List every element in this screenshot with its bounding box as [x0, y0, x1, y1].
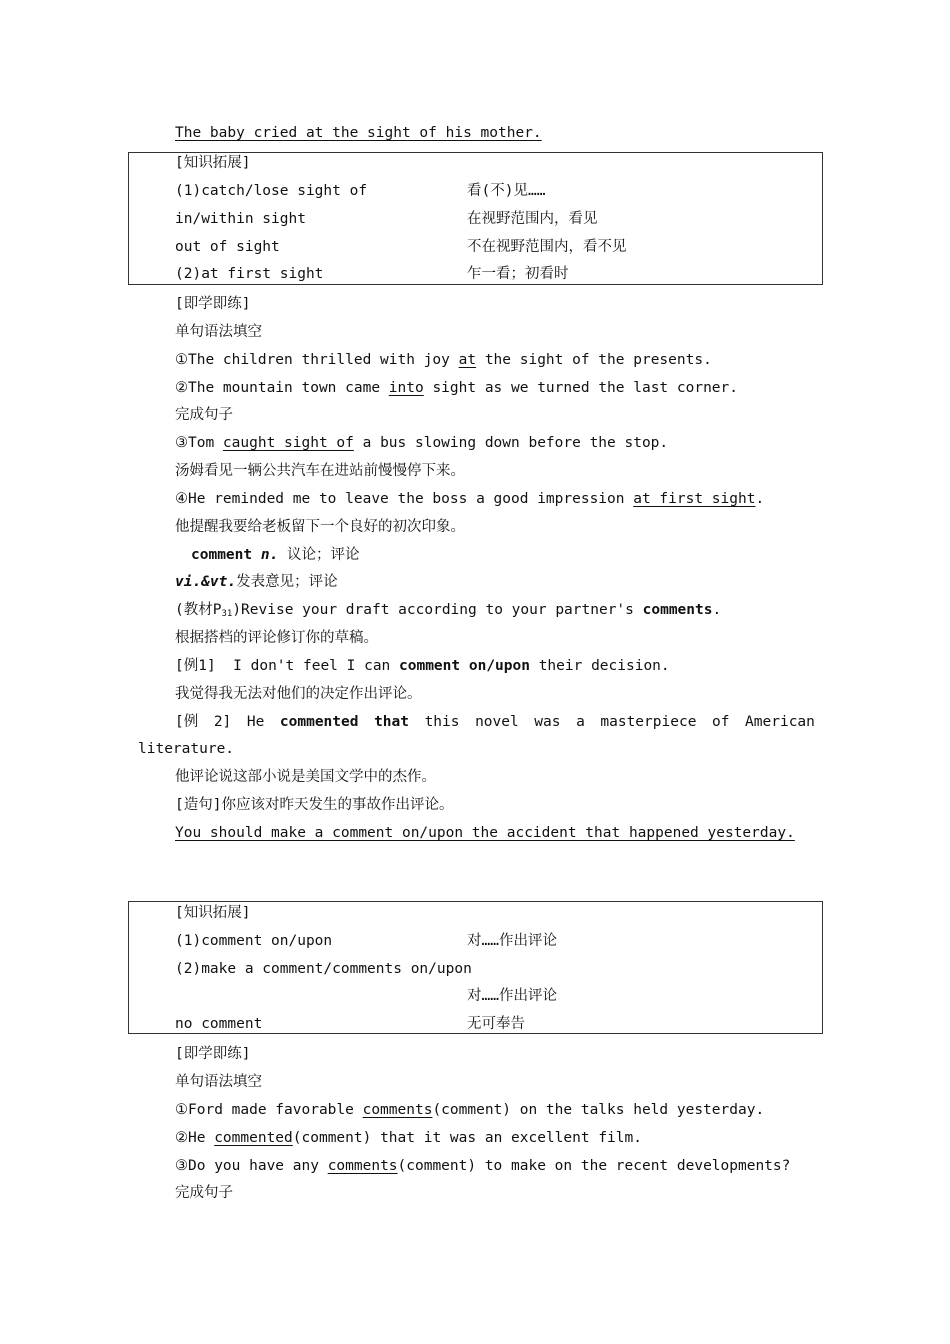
- part-of-speech: n.: [260, 547, 279, 563]
- part-of-speech: vi.&vt.: [175, 574, 237, 590]
- translation: 我觉得我无法对他们的决定作出评论。: [175, 686, 422, 702]
- exercise-answer: commented: [214, 1130, 293, 1146]
- phrase-en: (1)catch/lose sight of: [175, 183, 368, 199]
- exercise-text: ②The mountain town came: [175, 380, 389, 396]
- translation: 他提醒我要给老板留下一个良好的初次印象。: [175, 519, 465, 535]
- make-sentence-prompt: [造句]你应该对昨天发生的事故作出评论。: [175, 797, 454, 813]
- exercise-text: sight as we turned the last corner.: [423, 380, 738, 396]
- phrase-zh: 看(不)见……: [467, 183, 546, 199]
- phrase-en: (1)comment on/upon: [175, 933, 333, 949]
- phrase-zh: 对……作出评论: [467, 988, 557, 1004]
- page-subscript: 31: [221, 609, 233, 619]
- exercise-text: ③Do you have any: [175, 1158, 328, 1174]
- phrase-en: (2)at first sight: [175, 266, 324, 282]
- exercise-item: [175, 1128, 642, 1148]
- example-text: )Revise your draft according to your partner's: [232, 602, 643, 618]
- example-word: 2]: [213, 714, 232, 730]
- example-2-continued: literature.: [138, 741, 235, 757]
- example-keyword: comment on/upon: [399, 658, 530, 674]
- phrase-en: out of sight: [175, 239, 280, 255]
- phrase-zh: 乍一看；初看时: [467, 266, 569, 282]
- exercise-answer: comments: [362, 1102, 433, 1118]
- exercise-text: ①The children thrilled with joy: [175, 352, 459, 368]
- exercise-item: [175, 378, 738, 398]
- example-text: [例1] I don't feel I can: [175, 658, 400, 674]
- answer-sentence: The baby cried at the sight of his mother.: [175, 125, 542, 141]
- headword-line: [191, 545, 360, 565]
- exercise-text: (comment) that it was an excellent film.: [292, 1130, 642, 1146]
- exercise-item: [175, 489, 764, 509]
- phrase-zh: 在视野范围内，看见: [467, 211, 598, 227]
- example-word: a: [576, 714, 585, 730]
- example-word: [例: [175, 714, 199, 730]
- complete-heading: 完成句子: [175, 407, 233, 423]
- textbook-ref: (教材P: [175, 602, 222, 618]
- example-keyword: that: [374, 714, 409, 730]
- example-keyword: comments: [642, 602, 713, 618]
- phrase-en: in/within sight: [175, 211, 306, 227]
- exercise-item: [175, 433, 668, 453]
- example-word: He: [246, 714, 265, 730]
- exercise-answer: comments: [327, 1158, 398, 1174]
- example-2: [175, 712, 815, 732]
- make-sentence-answer: You should make a comment on/upon the accident that happened yesterday.: [175, 825, 795, 841]
- exercise-text: a bus slowing down before the stop.: [353, 435, 669, 451]
- exercise-text: ④He reminded me to leave the boss a good impression: [175, 491, 634, 507]
- phrase-zh: 对……作出评论: [467, 933, 557, 949]
- exercise-answer: into: [388, 380, 424, 396]
- example-word: American: [745, 714, 815, 730]
- example-word: masterpiece: [600, 714, 697, 730]
- phrase-zh: 不在视野范围内，看不见: [467, 239, 627, 255]
- fill-heading: 单句语法填空: [175, 324, 262, 340]
- headword: comment: [191, 547, 253, 563]
- box-title: [知识拓展]: [175, 905, 251, 921]
- textbook-example: [175, 600, 721, 624]
- phrase-en: (2)make a comment/comments on/upon: [175, 961, 472, 977]
- practice-heading: [即学即练]: [175, 1046, 251, 1062]
- example-keyword: commented: [279, 714, 359, 730]
- practice-heading: [即学即练]: [175, 296, 251, 312]
- example-word: novel: [475, 714, 519, 730]
- example-word: this: [424, 714, 460, 730]
- headword-meaning: 发表意见；评论: [236, 574, 338, 590]
- exercise-answer: at: [458, 352, 477, 368]
- example-text: their decision.: [529, 658, 670, 674]
- exercise-item: [175, 350, 712, 370]
- phrase-en: no comment: [175, 1016, 263, 1032]
- exercise-text: ②He: [175, 1130, 215, 1146]
- exercise-answer: at first sight: [633, 491, 756, 507]
- exercise-text: ①Ford made favorable: [175, 1102, 363, 1118]
- translation: 他评论说这部小说是美国文学中的杰作。: [175, 769, 436, 785]
- example-1: [175, 656, 670, 676]
- phrase-zh: 无可奉告: [467, 1016, 525, 1032]
- translation: 汤姆看见一辆公共汽车在进站前慢慢停下来。: [175, 463, 465, 479]
- exercise-item: [175, 1100, 764, 1120]
- exercise-text: (comment) to make on the recent developments?: [397, 1158, 791, 1174]
- exercise-text: ③Tom: [175, 435, 223, 451]
- translation: 根据搭档的评论修订你的草稿。: [175, 630, 378, 646]
- example-word: was: [534, 714, 561, 730]
- complete-heading: 完成句子: [175, 1185, 233, 1201]
- exercise-text: (comment) on the talks held yesterday.: [432, 1102, 765, 1118]
- exercise-text: .: [755, 491, 765, 507]
- headword-line-2: [175, 572, 338, 592]
- exercise-item: [175, 1156, 790, 1176]
- example-text: .: [712, 602, 722, 618]
- example-word: of: [712, 714, 730, 730]
- fill-heading: 单句语法填空: [175, 1074, 262, 1090]
- exercise-text: the sight of the presents.: [476, 352, 712, 368]
- exercise-answer: caught sight of: [222, 435, 354, 451]
- headword-meaning: 议论；评论: [278, 547, 360, 563]
- box-title: [知识拓展]: [175, 155, 251, 171]
